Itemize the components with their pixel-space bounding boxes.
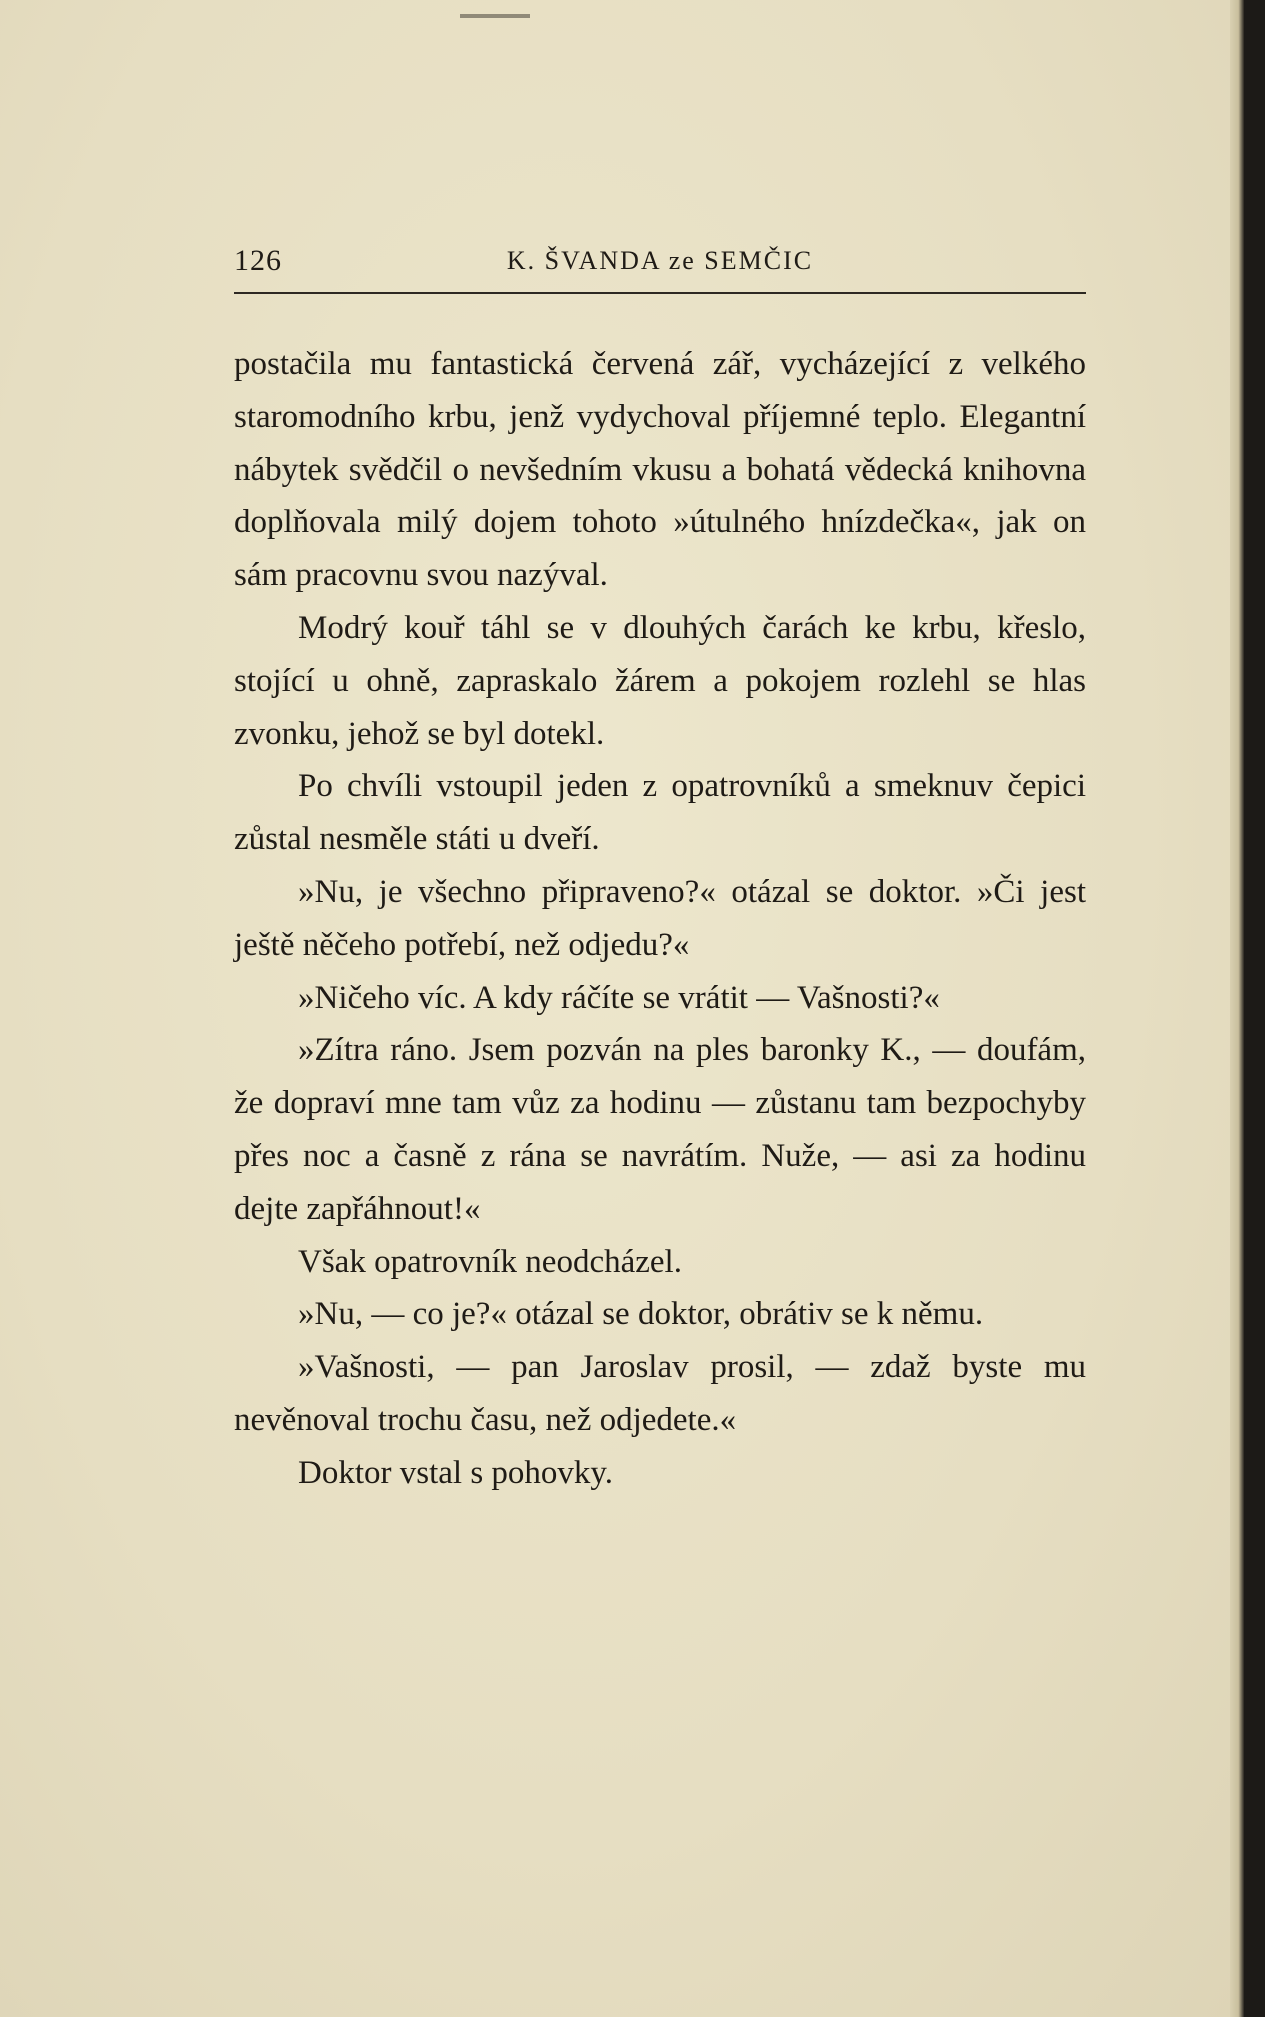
running-head: K. ŠVANDA ze SEMČIC	[506, 246, 814, 275]
page-spine-edge	[1230, 0, 1244, 2017]
paragraph-10: Doktor vstal s pohovky.	[298, 1454, 614, 1491]
paragraph-6: »Zítra ráno. Jsem pozván na ples baronky K., — doufám, že dopraví mne tam vůz za hodinu — zůstanu tam bezpochyby přes noc a časně z rána se navrátím. Nuže, — asi za hodinu dejte zapřáhnout!«	[234, 1032, 1086, 1227]
page-number: 126	[234, 244, 282, 277]
paragraph-9: »Vašnosti, — pan Jaroslav prosil, — zdaž byste mu nevěnoval trochu času, než odjedete.«	[234, 1349, 1086, 1438]
paragraph-7: Však opatrovník neodcházel.	[298, 1243, 682, 1280]
header-rule	[234, 292, 1086, 294]
paragraph-3: Po chvíli vstoupil jeden z opatrovníků a smeknuv čepici zůstal nesměle státi u dveří.	[234, 768, 1086, 858]
body-text	[234, 338, 1086, 1500]
paragraph-8: »Nu, — co je?« otázal se doktor, obrátiv se k němu.	[298, 1296, 984, 1333]
paragraph-2: Modrý kouř táhl se v dlouhých čarách ke krbu, křeslo, stojící u ohně, zapraskalo žárem a pokojem rozlehl se hlas zvonku, jehož se byl dotekl.	[234, 609, 1086, 752]
paragraph-1: postačila mu fantastická červená zář, vycházející z velkého staromodního krbu, jenž vydychoval příjemné teplo. Elegantní nábytek svědčil o nevšedním vkusu a bohatá vědecká knihovna doplňovala milý dojem tohoto »útulného hnízdečka«, jak on sám pracovnu svou nazýval.	[234, 346, 1086, 594]
page-header	[234, 240, 1086, 284]
paragraph-5: »Ničeho víc. A kdy ráčíte se vrátit — Vašnosti?«	[298, 979, 940, 1016]
top-edge-mark	[460, 14, 530, 18]
paragraph-4: »Nu, je všechno připraveno?« otázal se doktor. »Či jest ještě něčeho potřebí, než odjedu?«	[234, 873, 1086, 963]
